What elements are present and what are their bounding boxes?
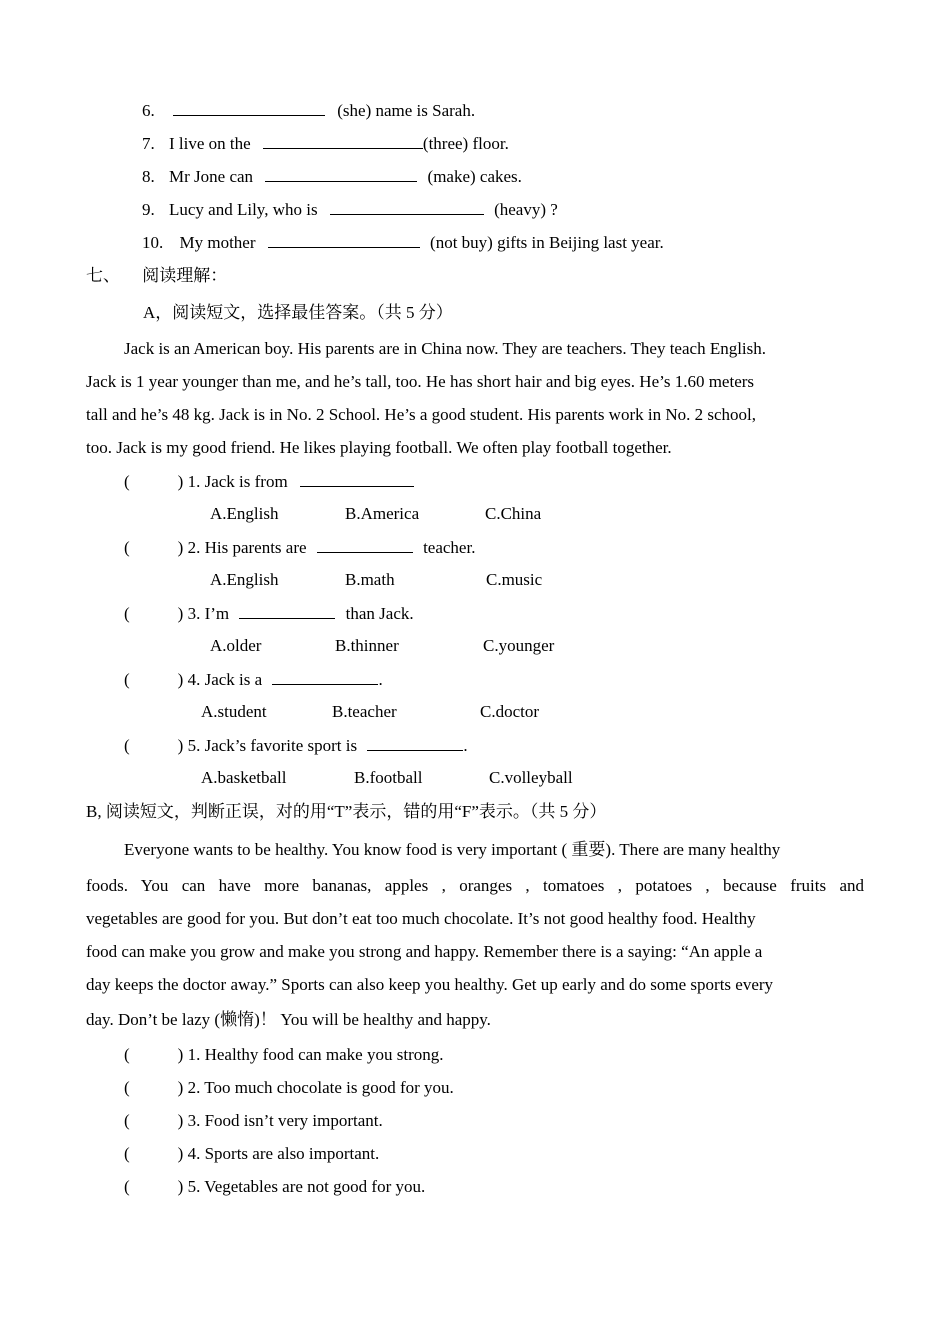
option-c[interactable]: C.volleyball <box>489 768 573 787</box>
statement-number: 1. <box>187 1045 201 1064</box>
question-text: Jack is a <box>204 670 263 689</box>
passage-b-line-1: Everyone wants to be healthy. You know food is very important ( 重要). There are many healthy <box>124 840 781 859</box>
option-c[interactable]: C.China <box>485 504 542 523</box>
item-text: (heavy) ? <box>494 200 558 219</box>
option-a[interactable]: A.basketball <box>201 768 287 787</box>
fill-blank-7 <box>142 132 509 155</box>
part-b-instruction: B, 阅读短文，判断正误，对的用“T”表示，错的用“F”表示。（共 5 分） <box>86 802 607 821</box>
fill-blank-9 <box>142 198 558 221</box>
item-text: I live on the <box>169 134 251 153</box>
option-b[interactable]: B.America <box>345 504 420 523</box>
passage-b-line-2: foods. You can have more bananas, apples , oranges , tomatoes , potatoes , because fruits and <box>86 876 864 895</box>
item-number: 7. <box>142 134 155 153</box>
statement-number: 2. <box>187 1078 201 1097</box>
question-text: Jack is from <box>204 472 288 491</box>
question-number: 4. <box>187 670 201 689</box>
answer-bracket[interactable]: ( ) <box>124 1045 184 1064</box>
statement-text: Healthy food can make you strong. <box>204 1045 444 1064</box>
option-b[interactable]: B.football <box>354 768 423 787</box>
statement-number: 3. <box>187 1111 201 1130</box>
section-number: 七、 <box>86 266 120 285</box>
statement-b-1 <box>124 1044 443 1066</box>
question-number: 2. <box>187 538 201 557</box>
item-number: 6. <box>142 101 155 120</box>
item-text: (she) name is Sarah. <box>337 101 476 120</box>
statement-number: 5. <box>187 1177 201 1196</box>
option-c[interactable]: C.music <box>486 570 543 589</box>
question-number: 5. <box>187 736 201 755</box>
answer-blank[interactable] <box>239 602 335 619</box>
question-text: Jack’s favorite sport is <box>204 736 358 755</box>
answer-bracket[interactable]: ( ) <box>124 1144 184 1163</box>
question-a-3 <box>124 602 414 625</box>
item-number: 10. <box>142 233 164 252</box>
statement-b-3 <box>124 1110 383 1132</box>
answer-bracket[interactable]: ( ) <box>124 736 184 755</box>
option-a[interactable]: A.English <box>210 570 279 589</box>
answer-bracket[interactable]: ( ) <box>124 604 184 623</box>
passage-a-line-2: Jack is 1 year younger than me, and he’s tall, too. He has short hair and big eyes. He’s 1.60 meters <box>86 372 755 391</box>
statement-text: Sports are also important. <box>204 1144 380 1163</box>
item-text: (three) floor. <box>422 134 509 153</box>
item-number: 8. <box>142 167 155 186</box>
question-a-4 <box>124 668 383 691</box>
statement-text: Vegetables are not good for you. <box>204 1177 426 1196</box>
question-text: His parents are <box>204 538 307 557</box>
part-a-instruction: A，阅读短文，选择最佳答案。（共 5 分） <box>143 303 453 322</box>
fill-blank-10 <box>142 231 664 254</box>
question-a-1 <box>124 470 414 493</box>
question-text: I’m <box>204 604 230 623</box>
statement-number: 4. <box>187 1144 201 1163</box>
answer-bracket[interactable]: ( ) <box>124 1111 184 1130</box>
option-b[interactable]: B.math <box>345 570 395 589</box>
answer-bracket[interactable]: ( ) <box>124 538 184 557</box>
question-text: than Jack. <box>345 604 414 623</box>
question-a-2 <box>124 536 475 559</box>
passage-a-line-3: tall and he’s 48 kg. Jack is in No. 2 School. He’s a good student. His parents work in No. 2 school, <box>86 405 757 424</box>
option-b[interactable]: B.thinner <box>335 636 399 655</box>
question-text: . <box>463 736 468 755</box>
option-a[interactable]: A.student <box>201 702 267 721</box>
item-text: My mother <box>179 233 256 252</box>
answer-bracket[interactable]: ( ) <box>124 472 184 491</box>
option-b[interactable]: B.teacher <box>332 702 397 721</box>
statement-b-5 <box>124 1176 425 1198</box>
passage-a-line-4: too. Jack is my good friend. He likes playing football. We often play football together. <box>86 438 672 457</box>
answer-blank[interactable] <box>265 165 417 182</box>
passage-b-line-3: vegetables are good for you. But don’t eat too much chocolate. It’s not good healthy food. Healthy <box>86 909 756 928</box>
passage-b-line-6: day. Don’t be lazy (懒惰)！ You will be healthy and happy. <box>86 1010 491 1029</box>
item-text: (not buy) gifts in Beijing last year. <box>430 233 664 252</box>
answer-blank[interactable] <box>173 99 325 116</box>
item-number: 9. <box>142 200 155 219</box>
answer-blank[interactable] <box>268 231 420 248</box>
fill-blank-6 <box>142 99 475 122</box>
question-number: 3. <box>187 604 201 623</box>
statement-b-2 <box>124 1077 454 1099</box>
answer-blank[interactable] <box>272 668 378 685</box>
section-title: 阅读理解： <box>142 266 228 285</box>
section-heading <box>86 265 227 287</box>
statement-b-4 <box>124 1143 379 1165</box>
option-c[interactable]: C.younger <box>483 636 555 655</box>
question-text: . <box>378 670 383 689</box>
answer-blank[interactable] <box>263 132 423 149</box>
answer-blank[interactable] <box>367 734 463 751</box>
answer-blank[interactable] <box>317 536 413 553</box>
passage-b-line-5: day keeps the doctor away.” Sports can also keep you healthy. Get up early and do some sports every <box>86 975 774 994</box>
answer-bracket[interactable]: ( ) <box>124 1078 184 1097</box>
question-a-5 <box>124 734 468 757</box>
answer-bracket[interactable]: ( ) <box>124 1177 184 1196</box>
item-text: (make) cakes. <box>427 167 522 186</box>
option-c[interactable]: C.doctor <box>480 702 540 721</box>
question-text: teacher. <box>423 538 476 557</box>
item-text: Lucy and Lily, who is <box>169 200 318 219</box>
statement-text: Food isn’t very important. <box>204 1111 383 1130</box>
answer-blank[interactable] <box>330 198 484 215</box>
option-a[interactable]: A.older <box>210 636 262 655</box>
passage-b-line-4: food can make you grow and make you strong and happy. Remember there is a saying: “An apple a <box>86 942 763 961</box>
passage-a-line-1: Jack is an American boy. His parents are in China now. They are teachers. They teach English. <box>124 339 767 358</box>
answer-blank[interactable] <box>300 470 414 487</box>
option-a[interactable]: A.English <box>210 504 279 523</box>
fill-blank-8 <box>142 165 522 188</box>
answer-bracket[interactable]: ( ) <box>124 670 184 689</box>
statement-text: Too much chocolate is good for you. <box>204 1078 454 1097</box>
item-text: Mr Jone can <box>169 167 254 186</box>
question-number: 1. <box>187 472 201 491</box>
